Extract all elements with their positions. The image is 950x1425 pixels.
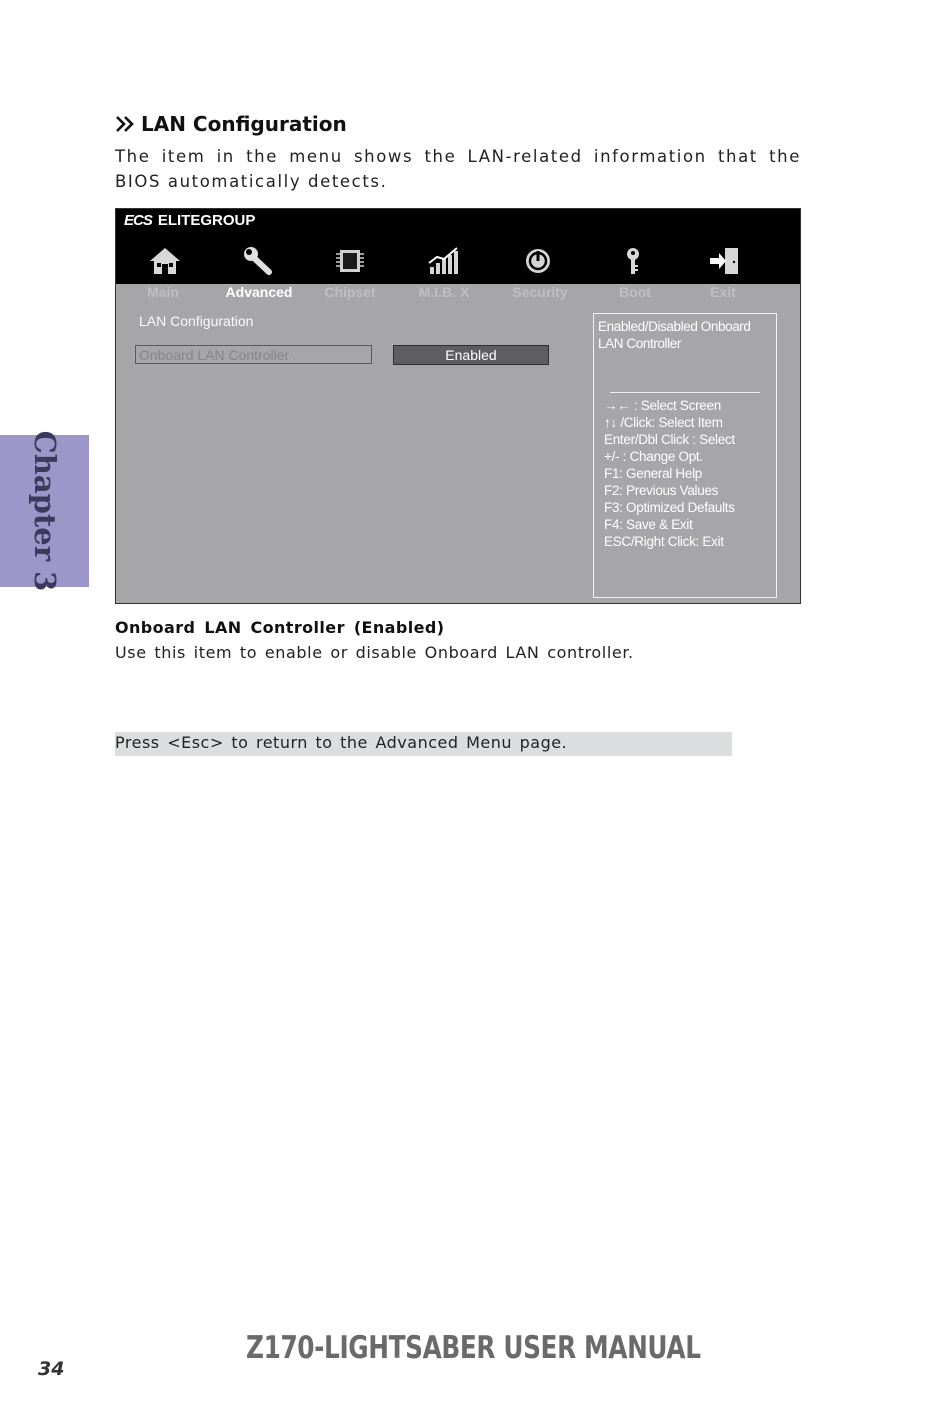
tab-chipset[interactable]: Chipset (324, 284, 376, 300)
bios-header (116, 209, 800, 284)
home-icon[interactable] (148, 245, 182, 277)
key-line: F2: Previous Values (604, 483, 719, 498)
brand-logo: ECS (124, 212, 152, 229)
section-title: LAN Configuration (141, 112, 347, 136)
key-icon[interactable] (616, 245, 650, 277)
onboard-lan-item[interactable] (135, 345, 372, 364)
key-line: F3: Optimized Defaults (604, 500, 735, 515)
chip-icon[interactable] (333, 245, 367, 277)
onboard-lan-label: Onboard LAN Controller (139, 347, 290, 363)
page-label: LAN Configuration (139, 313, 254, 329)
section-heading (115, 112, 347, 136)
key-line: F1: General Help (604, 466, 702, 481)
chapter-tab (0, 430, 89, 592)
manual-title: Z170-LIGHTSABER USER MANUAL (246, 1330, 701, 1366)
key-line: +/- : Change Opt. (604, 449, 703, 464)
key-line: Enter/Dbl Click : Select (604, 432, 735, 447)
brand (124, 212, 255, 229)
key-line: ESC/Right Click: Exit (604, 534, 724, 549)
esc-note-text: Press <Esc> to return to the Advanced Menu page. (115, 733, 568, 752)
tab-main[interactable]: Main (147, 284, 179, 300)
onboard-lan-value: Enabled (445, 347, 497, 363)
esc-note (115, 732, 732, 756)
bios-screenshot (115, 208, 801, 604)
tab-exit[interactable]: Exit (710, 284, 736, 300)
key-legend (604, 397, 774, 550)
wrench-icon[interactable] (241, 245, 275, 277)
tab-icons (116, 245, 800, 279)
item-description-title: Onboard LAN Controller (Enabled) (115, 618, 445, 637)
brand-name: ELITEGROUP (157, 212, 256, 229)
help-description: Enabled/Disabled Onboard LAN Controller (598, 319, 751, 351)
help-divider (610, 392, 760, 393)
chapter-label: Chapter 3 (27, 430, 62, 592)
section-intro: The item in the menu shows the LAN-related information that the BIOS automatically detects. (115, 147, 801, 191)
onboard-lan-value-select[interactable] (393, 345, 549, 365)
key-line: F4: Save & Exit (604, 517, 693, 532)
page-number: 34 (38, 1358, 65, 1380)
key-line: →← : Select Screen (604, 398, 721, 413)
exit-icon[interactable] (707, 245, 741, 277)
item-description-text: Use this item to enable or disable Onboard LAN controller. (115, 643, 634, 662)
key-line: ↑↓ /Click: Select Item (604, 415, 723, 430)
help-panel (593, 313, 777, 598)
tab-advanced[interactable]: Advanced (225, 284, 293, 300)
power-icon[interactable] (521, 245, 555, 277)
double-chevron-icon (115, 115, 135, 133)
tab-mibx[interactable]: M.I.B. X (418, 284, 470, 300)
tab-security[interactable]: Security (512, 284, 568, 300)
tab-boot[interactable]: Boot (619, 284, 651, 300)
chart-icon[interactable] (427, 245, 461, 277)
